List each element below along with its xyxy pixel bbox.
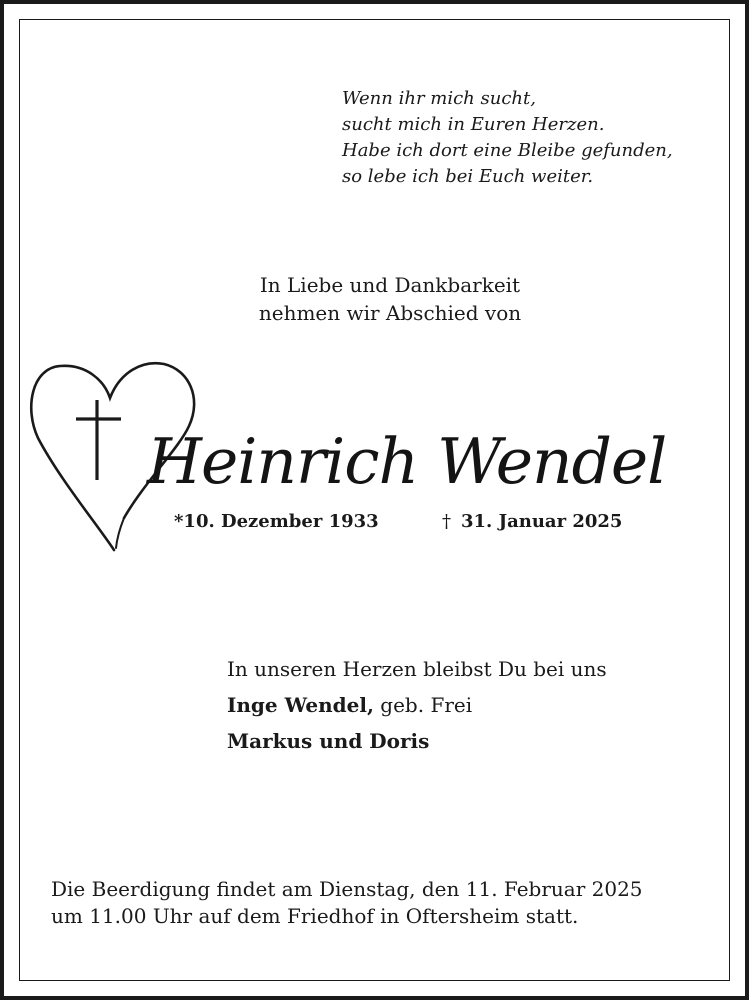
death-date: 31. Januar 2025 [461,511,623,532]
death-cross-icon: † [442,511,451,532]
poem-line: Habe ich dort eine Bleibe gefunden, [342,140,673,161]
poem-line: sucht mich in Euren Herzen. [342,114,605,135]
poem [342,86,673,190]
intro-line: In Liebe und Dankbarkeit [259,273,521,297]
intro-line: nehmen wir Abschied von [258,301,522,325]
poem-line: so lebe ich bei Euch weiter. [342,166,594,187]
funeral-line: um 11.00 Uhr auf dem Friedhof in Oftersheim statt. [51,904,579,928]
mourner-children: Markus und Doris [227,729,430,753]
mourners-heading: In unseren Herzen bleibst Du bei uns [227,657,607,681]
funeral-line: Die Beerdigung findet am Dienstag, den 11. Februar 2025 [51,877,643,901]
mourner-spouse [227,687,607,723]
mourners-block [227,651,607,759]
spouse-name: Inge Wendel, [227,693,374,717]
death-date-line [442,510,622,534]
funeral-notice [51,876,643,930]
spouse-maiden-name: geb. Frei [373,693,473,717]
deceased-name: Heinrich Wendel [147,425,667,498]
poem-line: Wenn ihr mich sucht, [342,88,536,109]
birth-date: *10. Dezember 1933 [174,511,379,532]
intro-text [190,271,590,327]
